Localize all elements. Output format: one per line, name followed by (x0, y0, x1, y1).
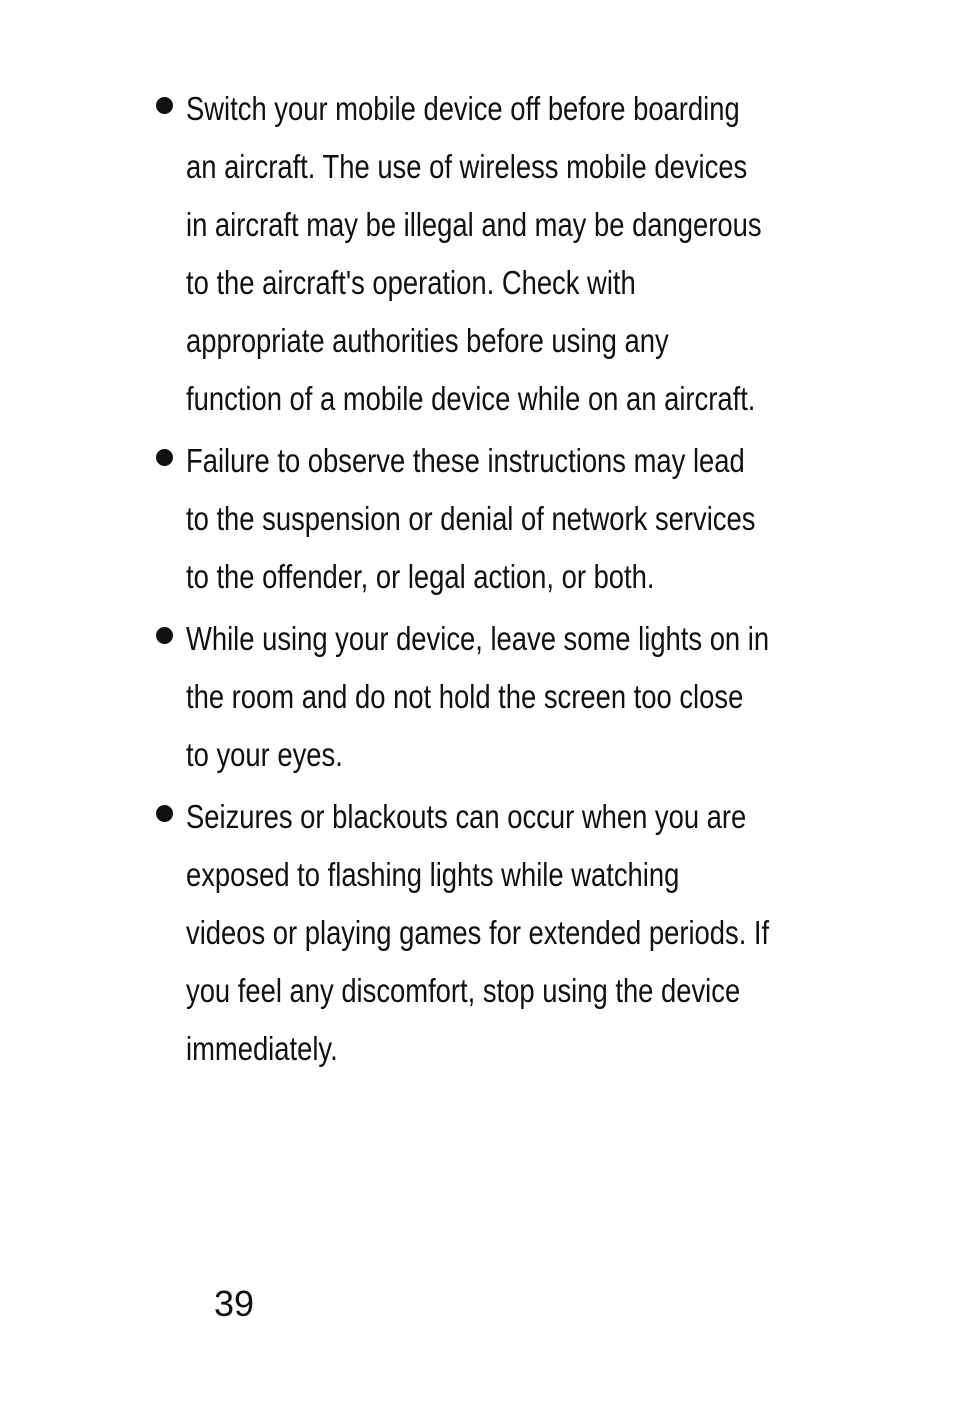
safety-bullet-list (154, 80, 874, 1082)
bullet-text-line: exposed to flashing lights while watching (186, 856, 680, 893)
bullet-text-line: to the offender, or legal action, or both. (186, 558, 655, 595)
bullet-text-line: While using your device, leave some lights on in (186, 620, 770, 657)
bullet-text-line: in aircraft may be illegal and may be dangerous (186, 206, 762, 243)
bullet-text-line: function of a mobile device while on an aircraft. (186, 380, 756, 417)
bullet-text-line: videos or playing games for extended periods. If (186, 914, 770, 951)
bullet-text-line: the room and do not hold the screen too close (186, 678, 744, 715)
bullet-item-lights (154, 610, 874, 784)
bullet-dot-icon (156, 97, 173, 114)
bullet-text-line: an aircraft. The use of wireless mobile devices (186, 148, 748, 185)
bullet-item-seizures (154, 788, 874, 1078)
bullet-item-aircraft (154, 80, 874, 428)
bullet-text-line: to the suspension or denial of network services (186, 500, 756, 537)
bullet-text-line: immediately. (186, 1030, 338, 1067)
bullet-dot-icon (156, 449, 173, 466)
bullet-text-line: Seizures or blackouts can occur when you are (186, 798, 747, 835)
bullet-text-line: appropriate authorities before using any (186, 322, 669, 359)
bullet-item-failure (154, 432, 874, 606)
bullet-text-line: Failure to observe these instructions may lead (186, 442, 745, 479)
bullet-text-line: Switch your mobile device off before boarding (186, 90, 740, 127)
bullet-dot-icon (156, 627, 173, 644)
bullet-text-line: to your eyes. (186, 736, 343, 773)
page-number: 39 (214, 1283, 255, 1324)
bullet-text-line: to the aircraft's operation. Check with (186, 264, 636, 301)
bullet-dot-icon (156, 805, 173, 822)
bullet-text-line: you feel any discomfort, stop using the device (186, 972, 741, 1009)
